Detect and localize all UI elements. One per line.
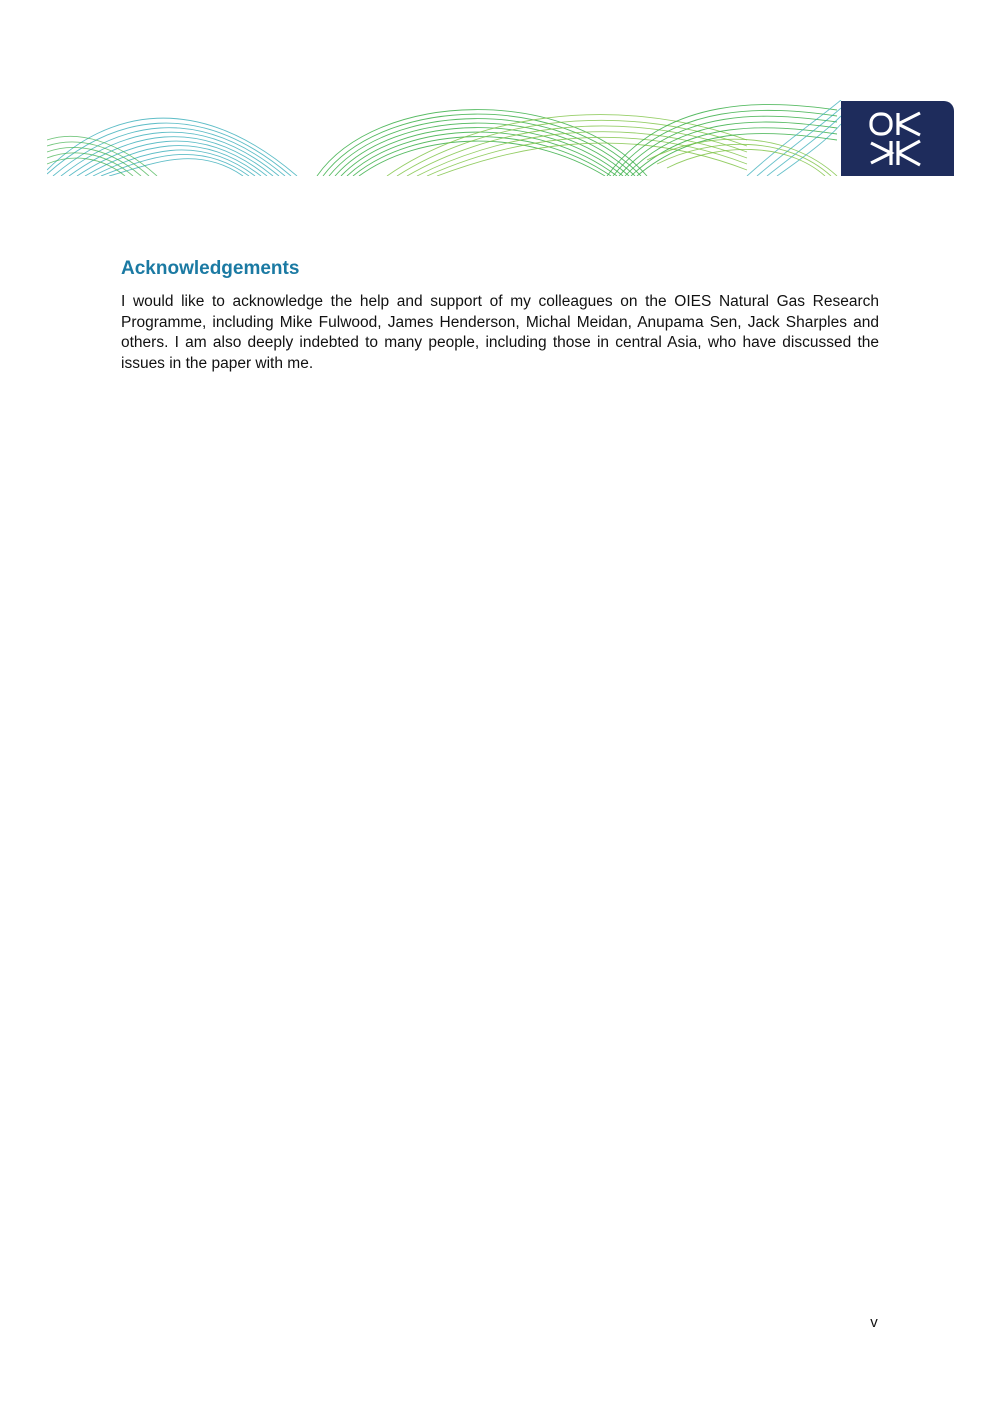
page-number: v — [870, 1314, 878, 1331]
wave-pattern — [47, 100, 955, 176]
section-heading: Acknowledgements — [121, 258, 300, 279]
acknowledgements-section — [121, 257, 879, 374]
header-banner — [47, 100, 955, 176]
oies-logo — [841, 101, 954, 176]
oies-logo-icon — [841, 101, 954, 176]
acknowledgements-paragraph: I would like to acknowledge the help and support of my colleagues on the OIES Natural Gas Research Programme, including Mike Fulwood, James Henderson, Michal Meidan, Anupama Sen, Jack Sharples and others. I am also deeply indebted to many people, including those in central Asia, who have discussed the issues in the paper with me. — [121, 293, 879, 372]
